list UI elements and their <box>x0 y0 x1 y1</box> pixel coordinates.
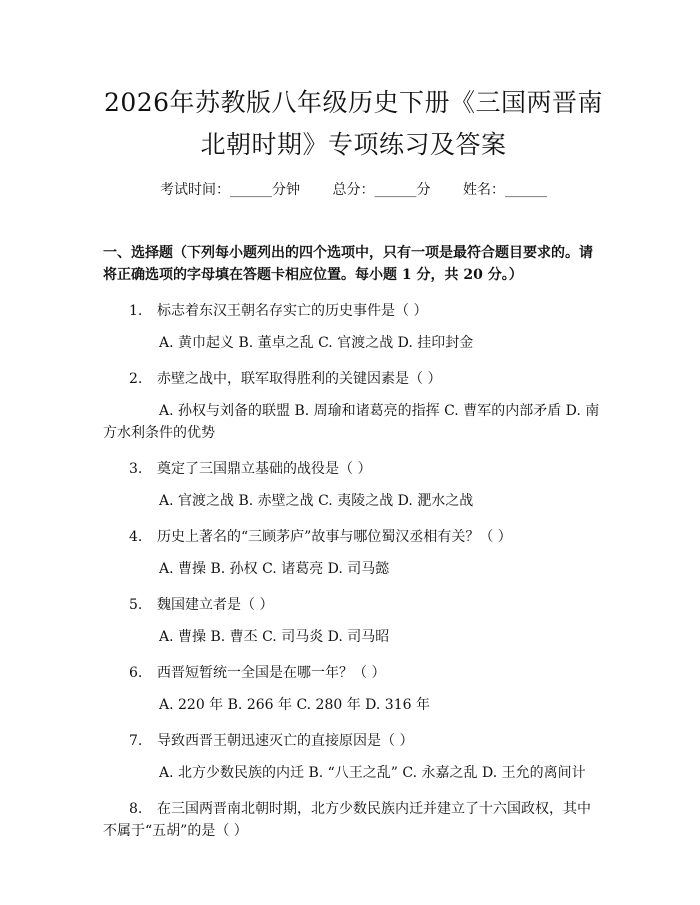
question-number: 1. <box>129 303 143 319</box>
question-options: A. 曹操 B. 曹丕 C. 司马炎 D. 司马昭 <box>159 629 390 645</box>
question-item <box>103 730 604 784</box>
title-line-2: 北朝时期》专项练习及答案 <box>200 130 507 159</box>
question-text: 赤壁之战中，联军取得胜利的关键因素是（ ） <box>157 371 442 387</box>
question-options: A. 220 年 B. 266 年 C. 280 年 D. 316 年 <box>159 697 430 713</box>
question-options: A. 曹操 B. 孙权 C. 诸葛亮 D. 司马懿 <box>159 561 390 577</box>
question-list <box>103 300 604 842</box>
question-stem <box>103 594 604 616</box>
section-heading: 一、选择题（下列每小题列出的四个选项中，只有一项是最符合题目要求的。请将正确选项的字母填在答题卡相应位置。每小题 1 分，共 20 分。） <box>103 245 593 283</box>
question-item <box>103 594 604 648</box>
question-number: 6. <box>129 665 143 681</box>
question-stem <box>103 300 604 322</box>
question-stem <box>103 368 604 390</box>
question-options: A. 孙权与刘备的联盟 B. 周瑜和诸葛亮的指挥 C. 曹军的内部矛盾 D. 南方水利条件的优势 <box>103 403 600 441</box>
question-item <box>103 458 604 512</box>
question-number: 4. <box>129 529 143 545</box>
question-item <box>103 662 604 716</box>
question-number: 7. <box>129 733 143 749</box>
question-stem <box>103 798 604 842</box>
question-item <box>103 798 604 842</box>
question-text: 导致西晋王朝迅速灭亡的直接原因是（ ） <box>157 733 414 749</box>
question-text: 历史上著名的“三顾茅庐”故事与哪位蜀汉丞相有关？（ ） <box>157 529 512 545</box>
title-line-1: 2026年苏教版八年级历史下册《三国两晋南 <box>103 88 604 117</box>
question-options: A. 北方少数民族的内迁 B. “八王之乱” C. 永嘉之乱 D. 王允的离间计 <box>159 765 586 781</box>
question-item <box>103 368 604 444</box>
exam-time: 考试时间：______分钟 <box>160 182 301 198</box>
question-item <box>103 300 604 354</box>
exam-info <box>103 180 604 200</box>
question-text: 在三国两晋南北朝时期，北方少数民族内迁并建立了十六国政权，其中不属于“五胡”的是（ ） <box>103 801 591 839</box>
question-text: 奠定了三国鼎立基础的战役是（ ） <box>157 461 372 477</box>
question-text: 标志着东汉王朝名存实亡的历史事件是（ ） <box>157 303 428 319</box>
question-text: 西晋短暂统一全国是在哪一年？（ ） <box>157 665 386 681</box>
document-title <box>103 0 604 166</box>
question-number: 5. <box>129 597 143 613</box>
question-stem <box>103 662 604 684</box>
question-options: A. 黄巾起义 B. 董卓之乱 C. 官渡之战 D. 挂印封金 <box>159 335 474 351</box>
question-number: 2. <box>129 371 143 387</box>
question-text: 魏国建立者是（ ） <box>157 597 274 613</box>
question-stem <box>103 526 604 548</box>
total-score: 总分：______分 <box>332 182 431 198</box>
question-item <box>103 526 604 580</box>
question-stem <box>103 458 604 480</box>
question-stem <box>103 730 604 752</box>
question-number: 8. <box>129 801 143 817</box>
student-name: 姓名：______ <box>462 182 547 198</box>
question-number: 3. <box>129 461 143 477</box>
question-options: A. 官渡之战 B. 赤壁之战 C. 夷陵之战 D. 淝水之战 <box>159 493 474 509</box>
